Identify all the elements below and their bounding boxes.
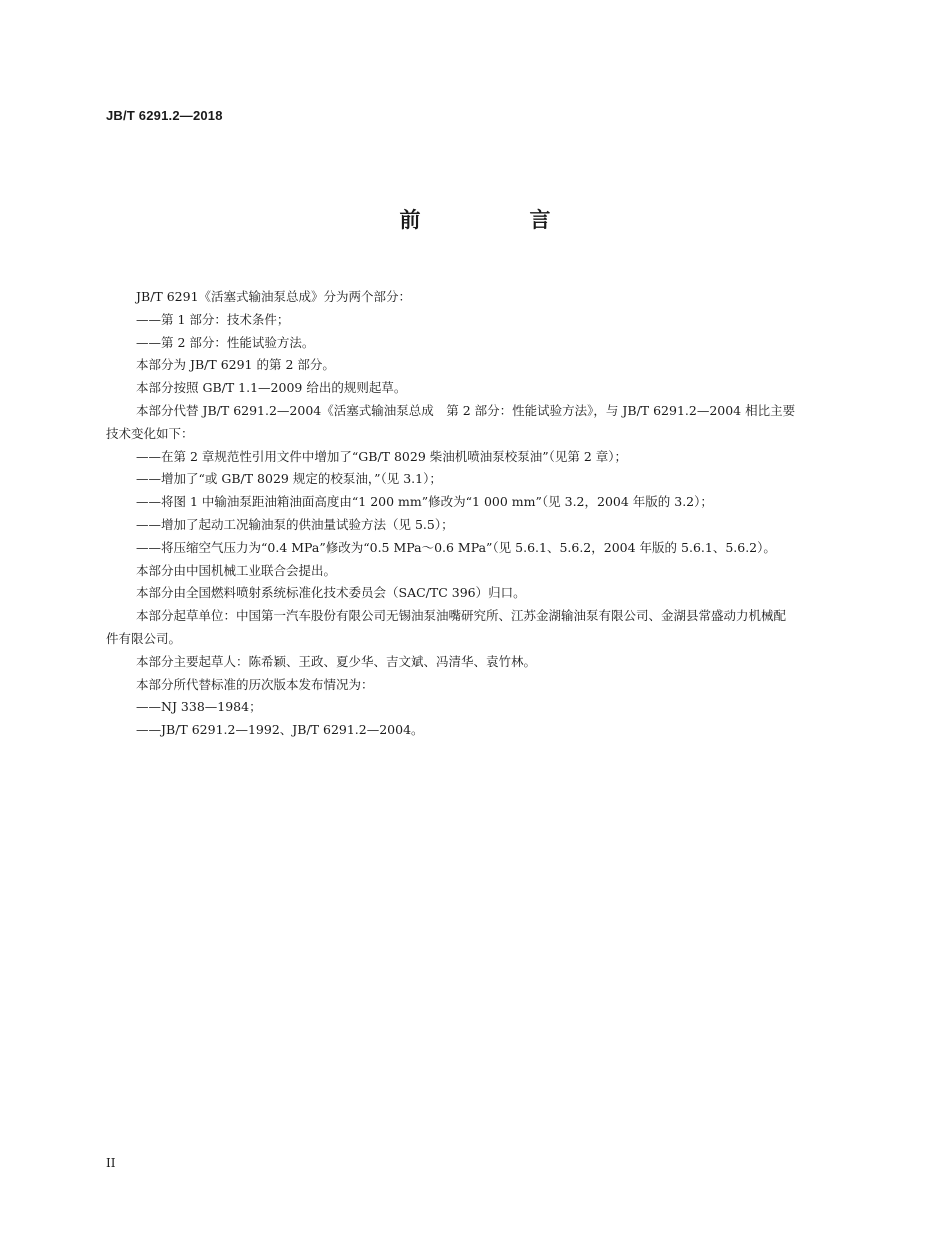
- list-item: ——将压缩空气压力为“0.4 MPa”修改为“0.5 MPa～0.6 MPa”（见 5.6.1、5.6.2，2004 年版的 5.6.1、5.6.2）。: [136, 539, 776, 555]
- list-item: ——第 2 部分：性能试验方法。: [136, 334, 315, 350]
- list-item: ——JB/T 6291.2—1992、JB/T 6291.2—2004。: [136, 722, 424, 738]
- paragraph: JB/T 6291《活塞式输油泵总成》分为两个部分：: [136, 289, 412, 304]
- paragraph: 本部分代替 JB/T 6291.2—2004《活塞式输油泵总成 第 2 部分：性能试验方法》，与 JB/T 6291.2—2004 相比主要技术变化如下：: [106, 402, 796, 441]
- list-item: ——第 1 部分：技术条件；: [136, 311, 290, 327]
- paragraph: 本部分由全国燃料喷射系统标准化技术委员会（SAC/TC 396）归口。: [136, 585, 526, 601]
- paragraph: 本部分为 JB/T 6291 的第 2 部分。: [136, 357, 335, 373]
- list-item: ——增加了起动工况输油泵的供油量试验方法（见 5.5）；: [136, 516, 454, 532]
- standard-code: JB/T 6291.2—2018: [106, 108, 223, 123]
- list-item: ——NJ 338—1984；: [136, 699, 262, 715]
- list-item: ——将图 1 中输油泵距油箱油面高度由“1 200 mm”修改为“1 000 mm”（见 3.2，2004 年版的 3.2）；: [136, 494, 713, 510]
- list-item: ——增加了“或 GB/T 8029 规定的校泵油，”（见 3.1）；: [136, 471, 442, 487]
- paragraph: 本部分起草单位：中国第一汽车股份有限公司无锡油泵油嘴研究所、江苏金湖输油泵有限公司、金湖县常盛动力机械配件有限公司。: [106, 608, 787, 646]
- paragraph: 本部分由中国机械工业联合会提出。: [136, 562, 337, 578]
- paragraph: 本部分所代替标准的历次版本发布情况为：: [136, 676, 374, 692]
- page-title: 前 言: [399, 208, 595, 232]
- paragraph: 本部分主要起草人：陈希颖、王政、夏少华、吉文斌、冯清华、袁竹林。: [136, 653, 537, 669]
- page-number: II: [106, 1156, 116, 1170]
- paragraph: 本部分按照 GB/T 1.1—2009 给出的规则起草。: [136, 380, 407, 396]
- list-item: ——在第 2 章规范性引用文件中增加了“GB/T 8029 柴油机喷油泵校泵油”（见第 2 章）；: [136, 448, 628, 464]
- body-text: [106, 286, 796, 742]
